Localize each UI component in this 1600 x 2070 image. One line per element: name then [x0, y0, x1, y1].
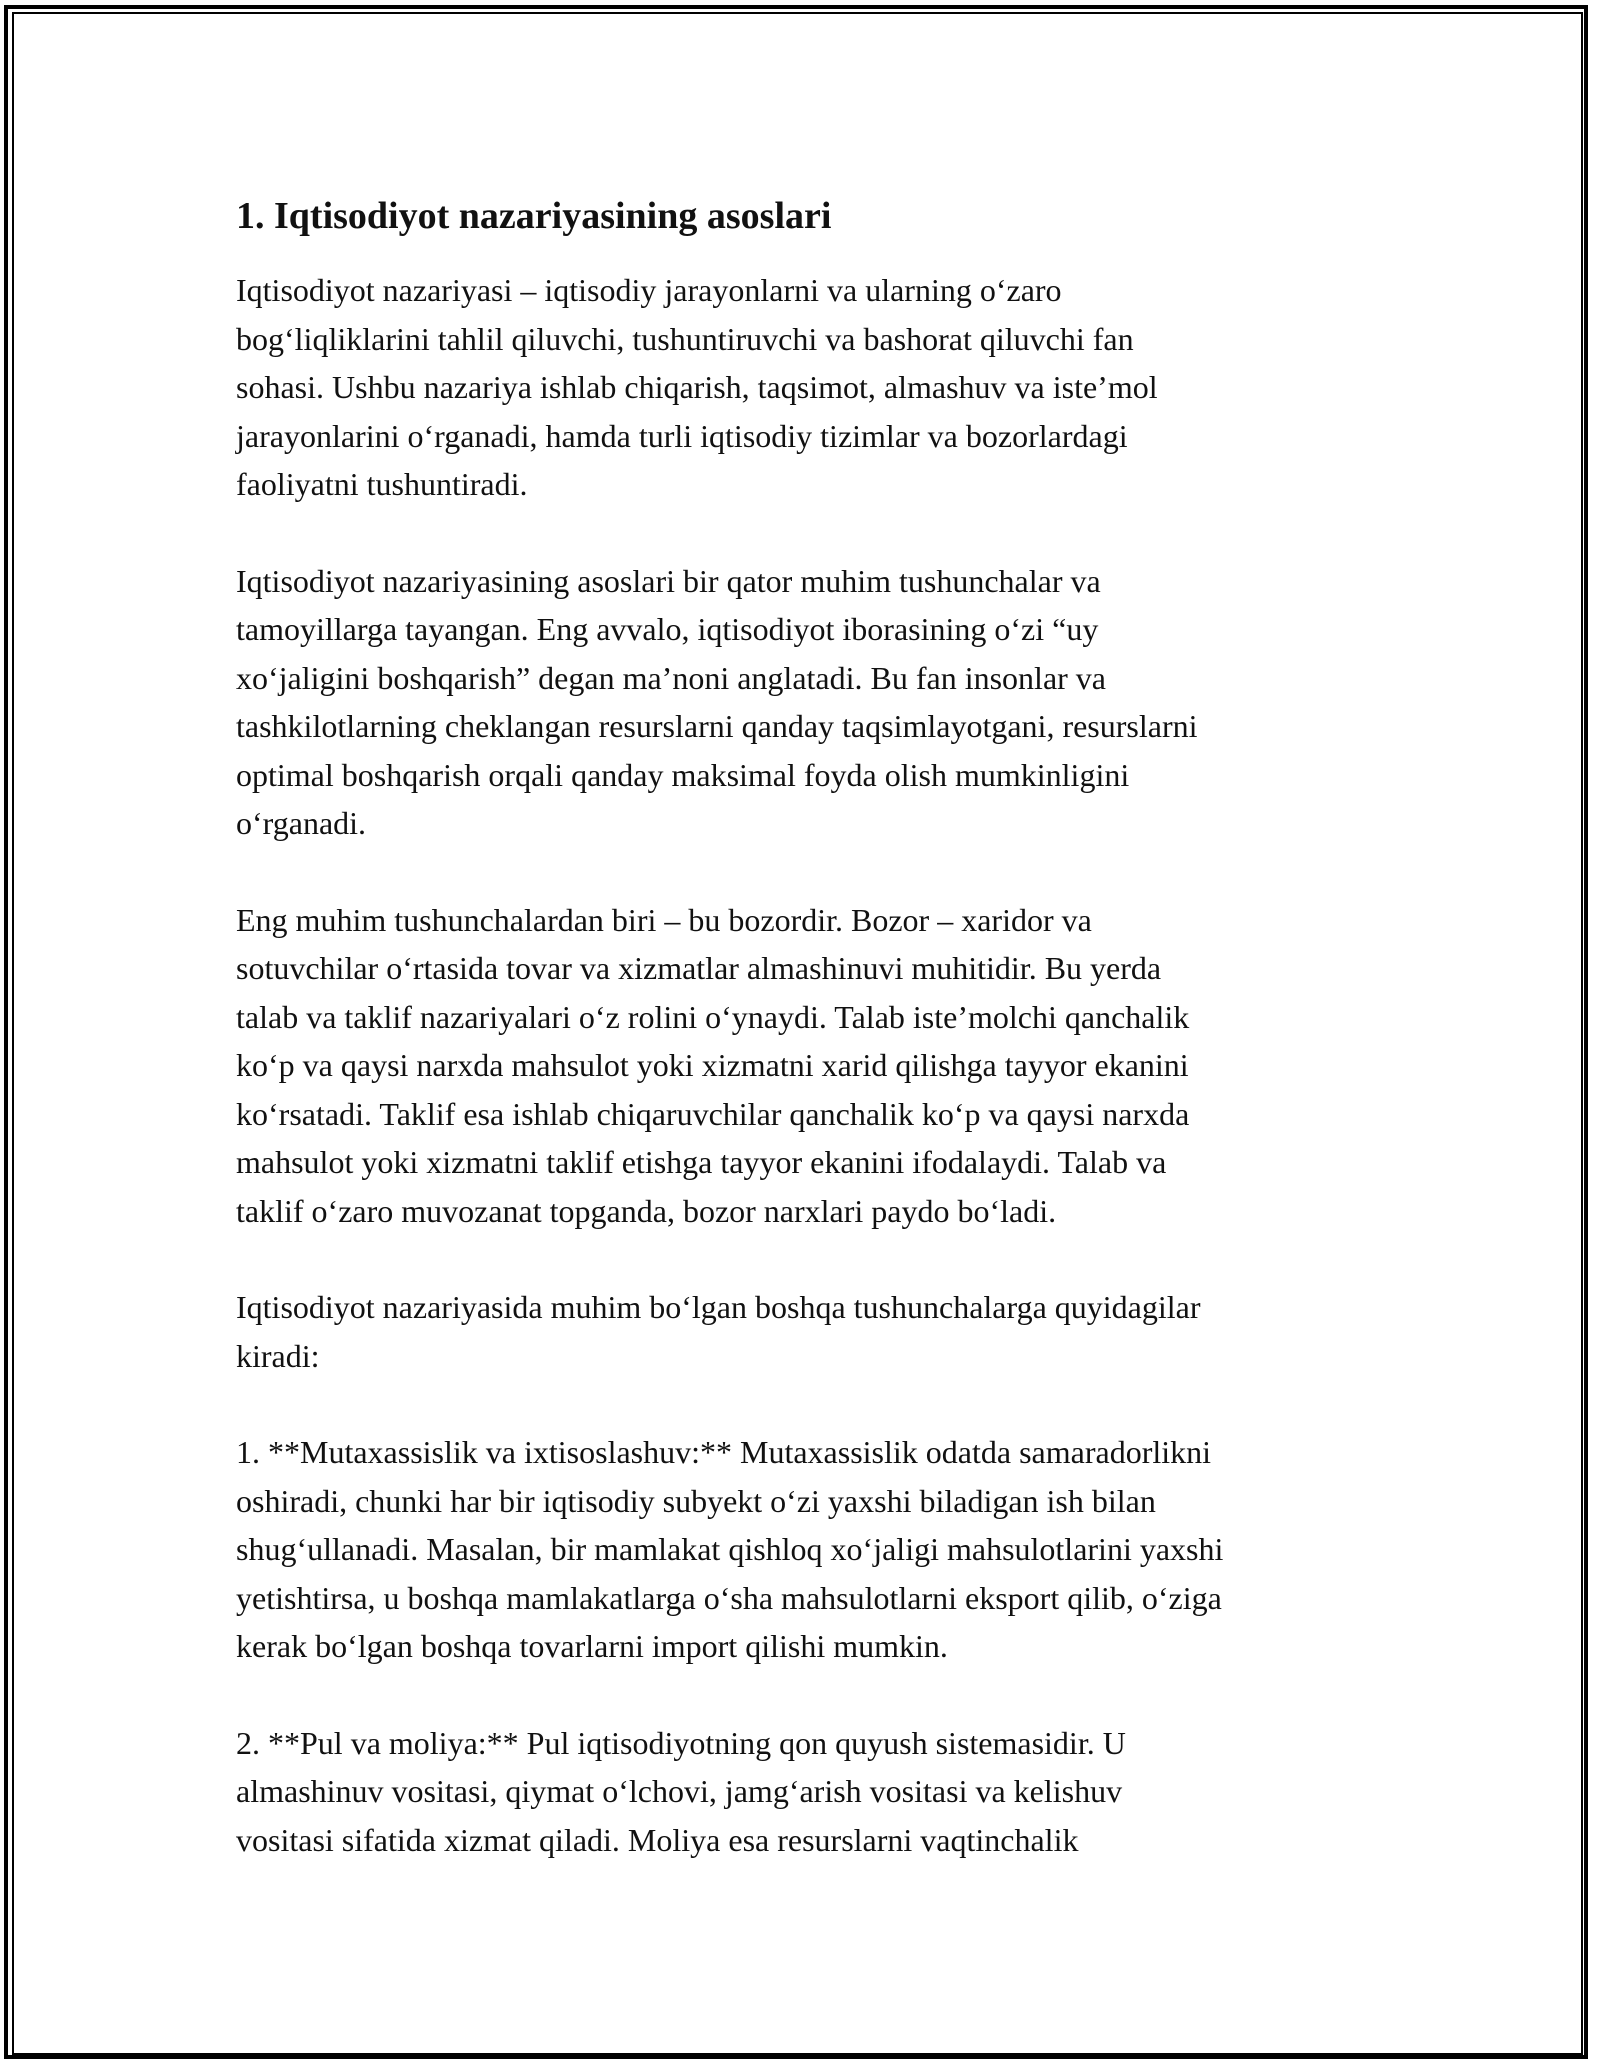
section-heading: 1. Iqtisodiyot nazariyasining asoslari	[236, 195, 832, 237]
paragraph-definition: Iqtisodiyot nazariyasi – iqtisodiy jarayonlarni va ularning o‘zaro bog‘liqliklarini tahlil qiluvchi, tushuntiruvchi va bashorat qiluvchi fan sohasi. Ushbu nazariya ishlab chiqarish, taqsimot, almashuv va iste’mol jarayonlarini o‘rganadi, hamda turli iqtisodiy tizimlar va bozorlardagi faoliyatni tushuntiradi.	[236, 272, 1158, 502]
paragraph-market: Eng muhim tushunchalardan biri – bu bozordir. Bozor – xaridor va sotuvchilar o‘rtasida tovar va xizmatlar almashinuvi muhitidir. Bu yerda talab va taklif nazariyalari o‘z rolini o‘ynaydi. Talab iste’molchi qanchalik ko‘p va qaysi narxda mahsulot yoki xizmatni xarid qilishga tayyor ekanini ko‘rsatadi. Taklif esa ishlab chiqaruvchilar qanchalik ko‘p va qaysi narxda mahsulot yoki xizmatni taklif etishga tayyor ekanini ifodalaydi. Talab va taklif o‘zaro muvozanat topganda, bozor narxlari paydo bo‘ladi.	[236, 901, 1190, 1229]
document-body	[236, 188, 1386, 1864]
paragraph-foundations: Iqtisodiyot nazariyasining asoslari bir qator muhim tushunchalar va tamoyillarga tayangan. Eng avvalo, iqtisodiyot iborasining o‘zi “uy xo‘jaligini boshqarish” degan ma’noni anglatadi. Bu fan insonlar va tashkilotlarning cheklangan resurslarni qanday taqsimlayotgani, resurslarni optimal boshqarish orqali qanday maksimal foyda olish mumkinligini o‘rganadi.	[236, 562, 1198, 841]
list-item-money-finance: 2. **Pul va moliya:** Pul iqtisodiyotning qon quyush sistemasidir. U almashinuv vositasi, qiymat o‘lchovi, jamg‘arish vositasi va kelishuv vositasi sifatida xizmat qiladi. Moliya esa resurslarni vaqtinchalik	[236, 1724, 1126, 1858]
list-item-specialization: 1. **Mutaxassislik va ixtisoslashuv:** Mutaxassislik odatda samaradorlikni oshiradi, chunki har bir iqtisodiy subyekt o‘zi yaxshi biladigan ish bilan shug‘ullanadi. Masalan, bir mamlakat qishloq xo‘jaligi mahsulotlarini yaxshi yetishtirsa, u boshqa mamlakatlarga o‘sha mahsulotlarni eksport qilib, o‘ziga kerak bo‘lgan boshqa tovarlarni import qilishi mumkin.	[236, 1434, 1224, 1664]
paragraph-other-concepts: Iqtisodiyot nazariyasida muhim bo‘lgan boshqa tushunchalarga quyidagilar kiradi:	[236, 1289, 1201, 1374]
